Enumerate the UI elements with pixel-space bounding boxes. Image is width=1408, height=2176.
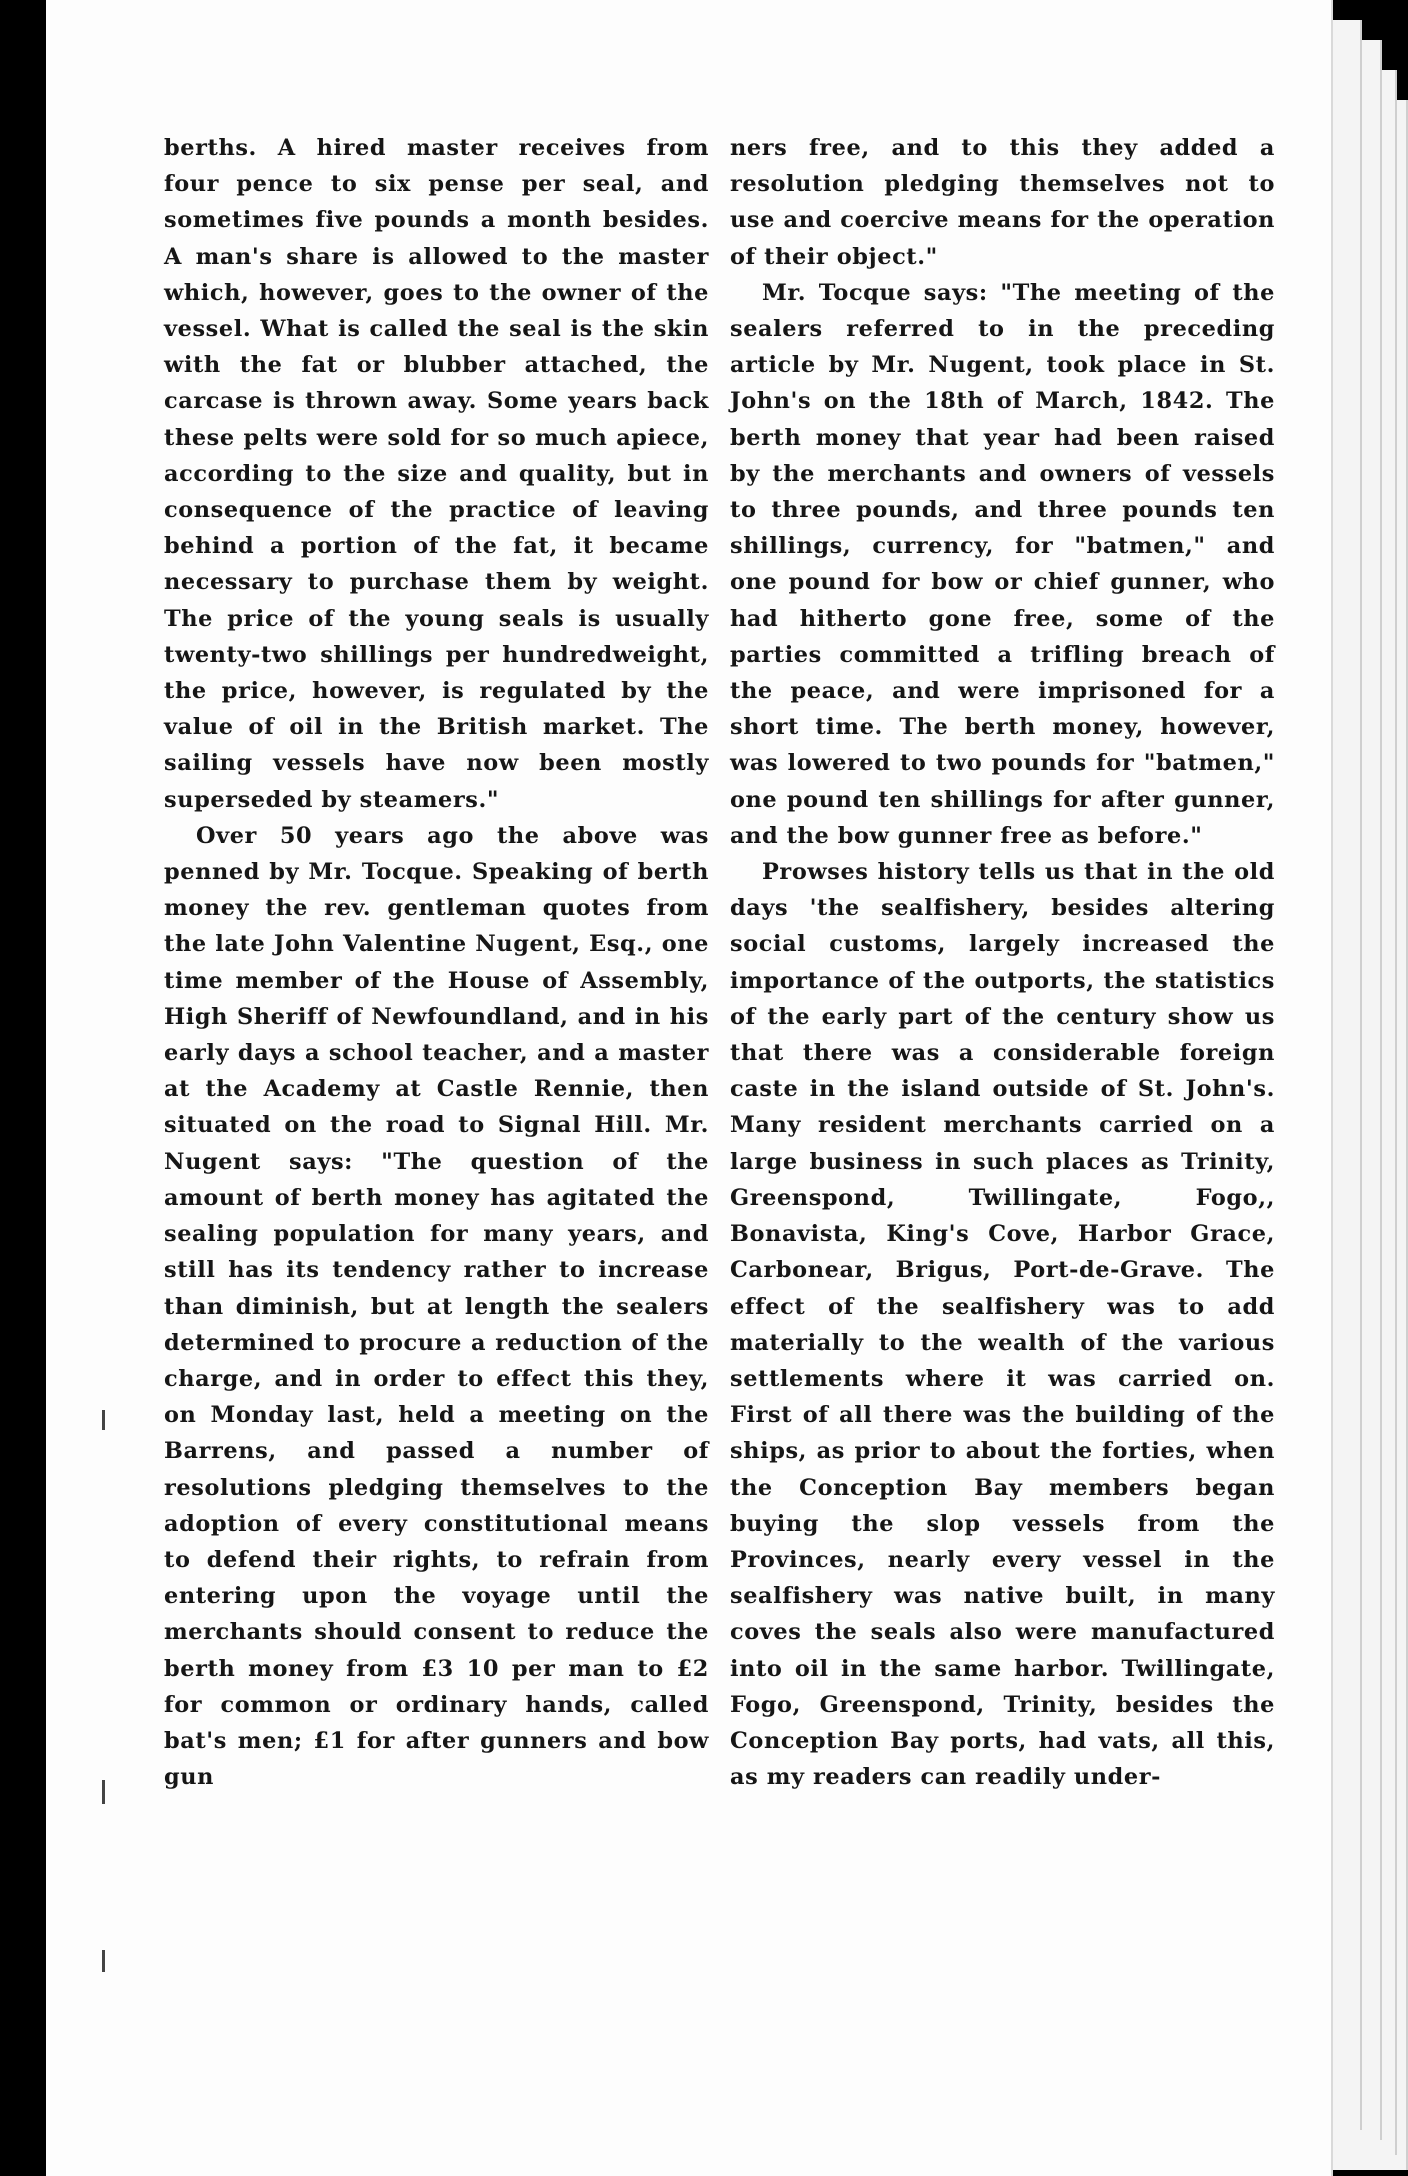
left-text-column bbox=[164, 130, 709, 1795]
paragraph: Over 50 years ago the above was penned by Mr. Tocque. Speaking of berth money the rev. gentleman quotes from the late John Valentine Nugent, Esq., one time member of the House of Assembly, High Sheriff of Newfoundland, and in his early days a school teacher, and a master at the Academy at Castle Rennie, then situated on the road to Signal Hill. Mr. Nugent says: "The question of the amount of berth money has agitated the sealing population for many years, and still has its tendency rather to increase than diminish, but at length the sealers determined to procure a reduction of the charge, and in order to effect this they, on Monday last, held a meeting on the Barrens, and passed a number of resolutions pledging themselves to the adoption of every constitutional means to defend their rights, to refrain from entering upon the voyage until the merchants should consent to reduce the berth money from £3 10 per man to £2 for common or ordinary hands, called bat's men; £1 for after gunners and bow gun bbox=[164, 822, 709, 1791]
margin-mark bbox=[102, 1950, 105, 1972]
paragraph: berths. A hired master receives from four pence to six pense per seal, and sometimes five pounds a month besides. A man's share is allowed to the master which, however, goes to the owner of the vessel. What is called the seal is the skin with the fat or blubber attached, the carcase is thrown away. Some years back these pelts were sold for so much apiece, according to the size and quality, but in consequence of the practice of leaving behind a portion of the fat, it became necessary to purchase them by weight. The price of the young seals is usually twenty-two shillings per hundredweight, the price, however, is regulated by the value of oil in the British market. The sailing vessels have now been mostly superseded by steamers." bbox=[164, 135, 709, 813]
newspaper-page bbox=[46, 0, 1331, 2176]
right-text-column bbox=[730, 130, 1275, 1795]
paragraph: Mr. Tocque says: "The meeting of the sealers referred to in the preceding article by Mr. Nugent, took place in St. John's on the 18th of March, 1842. The berth money that year had been raised by the merchants and owners of vessels to three pounds, and three pounds ten shillings, currency, for "batmen," and one pound for bow or chief gunner, who had hitherto gone free, some of the parties committed a trifling breach of the peace, and were imprisoned for a short time. The berth money, however, was lowered to two pounds for "batmen," one pound ten shillings for after gunner, and the bow gunner free as before." bbox=[730, 279, 1275, 849]
paragraph: Prowses history tells us that in the old days 'the sealfishery, besides altering social customs, largely increased the importance of the outports, the statistics of the early part of the century show us that there was a considerable foreign caste in the island outside of St. John's. Many resident merchants carried on a large business in such places as Trinity, Greenspond, Twillingate, Fogo,, Bonavista, King's Cove, Harbor Grace, Carbonear, Brigus, Port-de-Grave. The effect of the sealfishery was to add materially to the wealth of the various settlements where it was carried on. First of all there was the building of the ships, as prior to about the forties, when the Conception Bay members began buying the slop vessels from the Provinces, nearly every vessel in the sealfishery was native built, in many coves the seals also were manufactured into oil in the same harbor. Twillingate, Fogo, Greenspond, Trinity, besides the Conception Bay ports, had vats, all this, as my readers can readily under- bbox=[730, 859, 1275, 1791]
margin-mark bbox=[102, 1780, 105, 1804]
paragraph: ners free, and to this they added a resolution pledging themselves not to use and coercive means for the operation of their object." bbox=[730, 135, 1275, 270]
margin-mark bbox=[102, 1410, 105, 1430]
